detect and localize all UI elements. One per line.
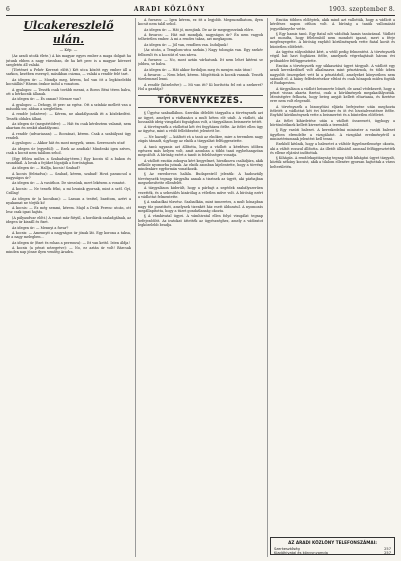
paragraph: A kocsis: — Ez még semmi, kérem. Majd a Deák Ferenc utcán, ott lesz csak igazi hajtás.	[6, 206, 131, 215]
paragraph: A kocsis (felriadva): — Szabad, kérem, szabad! Hová parancsol a nagyságos úr?	[6, 171, 131, 180]
article-continuation	[138, 18, 263, 91]
paragraph: A fuvaros: — Igen kérem, ez itt a legjobb. Megmondhatom, ilyen kocsit nem talál sehol.	[138, 18, 263, 27]
column-right	[270, 18, 395, 557]
issue-date: 1903. szeptember 8.	[328, 6, 395, 13]
paragraph: Az idegen úr: — Mennyi a fuvar?	[12, 225, 69, 230]
paragraph: (Egy félóra múlva a Szabadság-téren.) Egy kocsis ül a bakon és szundikál. A lovak a fejüket lógatják a forróságban.	[6, 156, 131, 165]
paragraph: Az idegen úr: — Hát jó, menjünk. De az ár megegyezzünk előre.	[144, 27, 255, 32]
paragraph: A tárgyaláson a vádlott beismerte bűnét, de azzal védekezett, hogy a pénzt vissza akarta fizetni, csak a körülmények megakadályozták. Mentségére felhozta, hogy beteg anyját kellett eltartania, és fizetése erre nem volt elegendő.	[270, 86, 395, 104]
column-rule	[135, 18, 136, 557]
telephone-number: 257	[384, 550, 391, 555]
paragraph: (Az aradi utcák élete.) A kis magyar egyes ember a maga dolgait ha jutunk ebben a nagy városban, de ha két perc is a magyar kövezet szegletén áll valaki.	[6, 54, 131, 67]
paragraph: A tanú ugyanis azt állította, hogy a vádlott a kérdéses időben egészen más helyen volt, amit azonban a többi tanú egybehangzóan megcáfolt. A bíróság ezért a tanút is felelősségre vonatja.	[138, 144, 263, 158]
telephone-row	[274, 551, 391, 555]
paragraph: A kocsis: — Ne tessék félni, a mi lovaink gyorsak, mint a szél. Gyí, Csillag!	[6, 186, 131, 196]
paragraph: A fuvaros: — Hát mit mondjak, nagyságos úr? Én nem vagyok telhetetlen ember. A mi a rendes taksa, azt megkapom.	[138, 33, 263, 42]
paragraph: A kocsis (a pénzt nézegetve): — No, ez aztán úr volt! Bárcsak minden nap jönne ilyen vendég Aradra.	[6, 246, 131, 255]
article-subtitle: — Kép. —	[59, 48, 78, 52]
paragraph: Az idegen úr (megsértődve): — Hát én csak kérdeztem valamit, nem akartam én senkit akadályozni.	[6, 122, 131, 131]
newspaper-title: ARADI KÖZLÖNY	[133, 6, 206, 13]
paragraph: A fuvaros: — Nem lehet, kérem. Mögöttünk is kocsik vannak. Tessék türelemmel lenni.	[138, 73, 263, 82]
paragraph: Az idegen úr: — Hát akkor forduljon meg és menjen más úton!	[144, 67, 252, 72]
column-rule	[267, 18, 268, 557]
paragraph: A rendőr (odaérve): — Kérem, ne akadályozzák itt a közlekedést. Tessék oldalra állani.	[6, 112, 131, 121]
telephone-box	[270, 537, 395, 555]
section-title: TÖRVÉNYKEZÉS.	[138, 95, 263, 108]
paragraph: (A pályaudvar előtt.) A vonat már fütyül, a hordárok szaladgálnak, az idegen úr kiszáll és fizet.	[6, 215, 131, 225]
columns	[6, 18, 395, 557]
paragraph: Ezután a törvényszék egy sikkasztási ügyet tárgyalt. A vádlott egy aradi kereskedőnél volt alkalmazva mint pénztárnok, és több ízben nagyobb összegeket vett ki a pénztárból, amelyeket könyveiben nem számolt el. A hiány felfedezésekor eltűnt és csak hónapok múlva fogták el Budapesten.	[270, 64, 395, 86]
paragraph: (Az utcán, a Templom-utca sarkán.) Nagy tolongás van. Egy szekér felborult és a kocsiút el van zárva.	[138, 48, 263, 57]
paragraph: A rendőr (közeledve): — Mi van itt? Ki borította fel ezt a szekeret? Hol a gazdája?	[138, 82, 263, 91]
page-number: 6	[6, 6, 11, 13]
court-reports	[138, 111, 263, 227]
paragraph: A vádlott ezután zokogva kért kegyelmet, hivatkozva családjára, akik nélküle nyomorba jutnak. Az elnök azonban kijelentette, hogy a törvény mindenkire egyformán vonatkozik.	[138, 158, 263, 171]
article-title: Ulcakereszlelő ulán.	[23, 19, 114, 46]
paragraph: Az idegen úr (egyedül): — Ezek az aradiak! Mindenki igen szíves, csak a kocsit nem találom sehol.	[6, 146, 131, 156]
paragraph: A törvényszék a vádlottat két évi fegyházra ítélte. Az ítélet ellen úgy az ügyész, mint a védő fellebbezést jelentett be.	[138, 125, 263, 134]
telephone-label: Szerkesztőség	[274, 546, 300, 551]
paragraph: A kocsis: — Amennyit a nagyságos úr jónak lát. Egy korona a taksa, de a nagy melegben...	[6, 231, 131, 240]
paragraph: A gyalogos: — Dehogy, öt perc az egész. Ott a színház mellett van a második sor, abban a szegletben.	[6, 102, 131, 111]
paragraph: A gyalogos: — Tessék csak tovább menni, a Boros Béni téren balra, ott a bérkocsik állanak.	[6, 87, 131, 96]
paragraph: A törvényszék a bizonyítási eljárás befejezése után meghozta ítéletét: a vádlottat két évi börtönre és öt évi hivatalvesztésre ítélte. Enyhítő körülménynek vette a beismerést és a büntetlen előéletet.	[270, 104, 395, 118]
paragraph: — Ne hazudj! — kiáltott rá a tanú az elnökre, mire a teremben nagy zúgás támadt, úgyhogy az elnök a tárgyalást felfüggesztette.	[138, 134, 263, 144]
paragraph: A rendőr (udvariasan): — Bocsánat, kérem. Csak a szabályzat úgy rendeli.	[6, 131, 131, 140]
paragraph: Az idegen úr: — Hallja, kocsis! Szabad?	[12, 166, 81, 171]
paragraph: Az ügyész súlyosbítást kért, a védő pedig felmentést. A törvényszék végül hat havi fogházra ítélte, amelynek végrehajtását három évi próbaidőre felfüggesztette.	[270, 50, 395, 63]
paragraph: Az idegen úr: — És onnan? Messze van?	[12, 97, 82, 102]
paragraph: A fuvaros: — No, most aztán várhatunk. Itt nem lehet kitérni se jobbra, se balra.	[138, 57, 263, 67]
paragraph: § Ügyész szabadlábon. Szerdán délelőtt tárgyalta a törvényszék azt az ügyet, amelyet a vádtanács a mult héten elé utalt. A vádlott, aki hosszabb ideig vizsgálati fogságban volt, a tárgyaláson beismerte tettét.	[138, 111, 263, 124]
telephone-title: AZ ARADI KÖZLÖNY TELEFONSZÁMAI:	[288, 539, 377, 545]
masthead	[6, 4, 395, 16]
paragraph: (Történet a Fehér Kereszt előtt.) Két utca között egy ember áll a sarkon, kezében esernyő, másikban csizma, — valaki a rendőr felé tart.	[6, 68, 131, 77]
paragraph: § Az ezredorvos halála. Budapestről jelentik: A hadosztály törvényszék tegnap tárgyalta annak a tisztnek az ügyét, aki párbajban megsebesítette ellenfelét.	[138, 172, 263, 185]
paragraph: Az idegen úr (fizet és rohan a perronra): — Itt van kettő. Isten áldja!	[12, 240, 130, 245]
paragraph: § A vámhivatal ügyei. A vámhivatal ellen folyó vizsgálat tegnap befejeződött. Az iratokat áttették az ügyészséghez, amely a vádiratot legközelebb beadja.	[138, 214, 263, 227]
paragraph: Az idegen úr: — Mondja meg, kérem, hol van itt a legközelebbi kocsiállás? Három órakor indul a vonatom.	[6, 77, 131, 87]
paragraph: Ezekből kitűnik, hogy a balesetet a váltóőr figyelmetlensége okozta, aki a váltót rosszul állította. Az illetőt állásától azonnal felfüggesztették és ellene eljárást indítottak.	[270, 142, 395, 155]
paragraph: A tárgyaláson kiderült, hogy a párbajt a segédek szabályszerűen vezették, és a sebesülés kizárólag a véletlen műve volt. A bíróság ezért a vádlottat felmentette.	[138, 186, 263, 199]
paragraph: § Kihágás. A rendőrkapitányság tegnap több kihágási ügyet tárgyalt, köztük néhány kocsist, akik a tilalom ellenére gyorsan hajtottak a város belterületén.	[270, 156, 395, 169]
paragraph: Ezután többen előléptek, akik mind azt vallották, hogy a vádlott a kérdéses napon otthon volt. A bíróság a tanúk vallomását jegyzőkönyvbe vette.	[270, 18, 395, 31]
paragraph: Az ítélet kihirdetése után a vádlott összeesett, úgyhogy a börtönőröknek kellett kivezetniük a teremből.	[270, 118, 395, 127]
paragraph: Az idegen úr: — A vasúthoz. De siessünk, mert lekésem a vonatot.	[12, 181, 126, 186]
newspaper-page	[6, 4, 395, 557]
column-middle	[138, 18, 263, 557]
paragraph: A gyalogos: — Akkor hát én most megyek, uram. Szerencsés utat!	[12, 141, 126, 146]
paragraph: § Egy hamis tanú. Egy fiatal nőt vádoltak hamis tanúzással. Vádlott azt mondta, hogy félelemből nem mondott igazat, mert a férje megfenyegette. A bíróság enyhítő körülménynek vette fiatal korát és büntetlen előéletét.	[270, 31, 395, 49]
paragraph: Az idegen úr (a kocsiban): — Lassan a testtel, barátom, azért a nyakamat ne törjük ki!	[6, 196, 131, 205]
paragraph: § A szabadkai tűzvész. Szabadkán, mint ismeretes, a mult hónapban nagy tűz pusztított, amelynek tizenkét ház esett áldozatul. A nyomozás megállapította, hogy a tüzet gondatlanság okozta.	[138, 200, 263, 213]
paragraph: Az idegen úr: — Jól van, rendben van. Induljunk!	[144, 42, 228, 47]
telephone-number: 257	[384, 546, 391, 551]
paragraph: § Egy vasúti baleset. A kereskedelmi miniszter a vasúti baleset ügyében elrendelte a vizsgálatot. A vizsgálat eredményéről a minisztériumnak jelentést kell tenni.	[270, 128, 395, 141]
telephone-label: Kiadóhivatal és könyvnyomda	[274, 550, 328, 555]
column-left	[6, 18, 131, 557]
